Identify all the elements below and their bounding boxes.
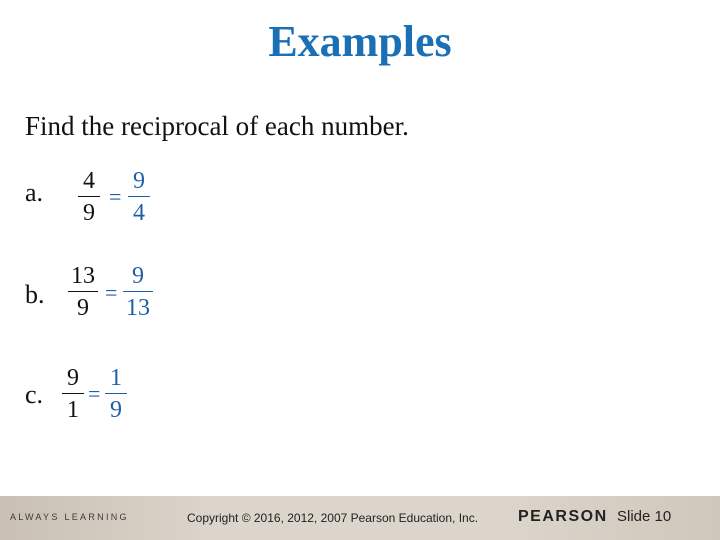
example-a-answer-fraction — [128, 167, 150, 227]
example-b-answer-denominator: 13 — [126, 295, 150, 322]
example-c-answer-fraction — [105, 364, 127, 424]
example-b-given-denominator: 9 — [77, 295, 89, 322]
example-c-given-numerator: 9 — [67, 365, 79, 391]
fraction-bar — [123, 291, 153, 292]
slide-footer — [0, 496, 720, 540]
example-a-given-denominator: 9 — [83, 200, 95, 227]
example-a-answer-denominator: 4 — [133, 200, 145, 227]
example-c-given-denominator: 1 — [67, 397, 79, 424]
example-c-given-fraction — [62, 364, 84, 424]
example-b-answer-numerator: 9 — [132, 263, 144, 289]
example-a-answer-numerator: 9 — [133, 168, 145, 194]
example-b-label: b. — [25, 280, 45, 309]
fraction-bar — [105, 393, 127, 394]
example-c-equals-sign: = — [88, 381, 101, 406]
fraction-bar — [128, 196, 150, 197]
fraction-bar — [78, 196, 100, 197]
example-b-equals-sign: = — [105, 280, 118, 305]
slide-number: Slide 10 — [617, 508, 672, 525]
example-b-given-fraction — [68, 262, 98, 322]
example-c-label: c. — [25, 380, 44, 409]
fraction-bar — [62, 393, 84, 394]
fraction-bar — [68, 291, 98, 292]
example-a-label: a. — [25, 178, 44, 207]
example-c-answer-numerator: 1 — [110, 365, 122, 391]
example-a-equals-sign: = — [109, 184, 122, 209]
example-a-given-numerator: 4 — [83, 168, 95, 194]
pearson-logo: PEARSON — [518, 508, 608, 525]
example-b-given-numerator: 13 — [71, 263, 95, 289]
footer-tagline: ALWAYS LEARNING — [10, 512, 129, 522]
footer-copyright: Copyright © 2016, 2012, 2007 Pearson Education, Inc. — [187, 511, 479, 525]
example-b-answer-fraction — [123, 262, 153, 322]
example-c-answer-denominator: 9 — [110, 397, 122, 424]
slide-title: Examples — [268, 17, 452, 66]
instruction-text: Find the reciprocal of each number. — [25, 111, 409, 141]
example-a-given-fraction — [78, 167, 100, 227]
